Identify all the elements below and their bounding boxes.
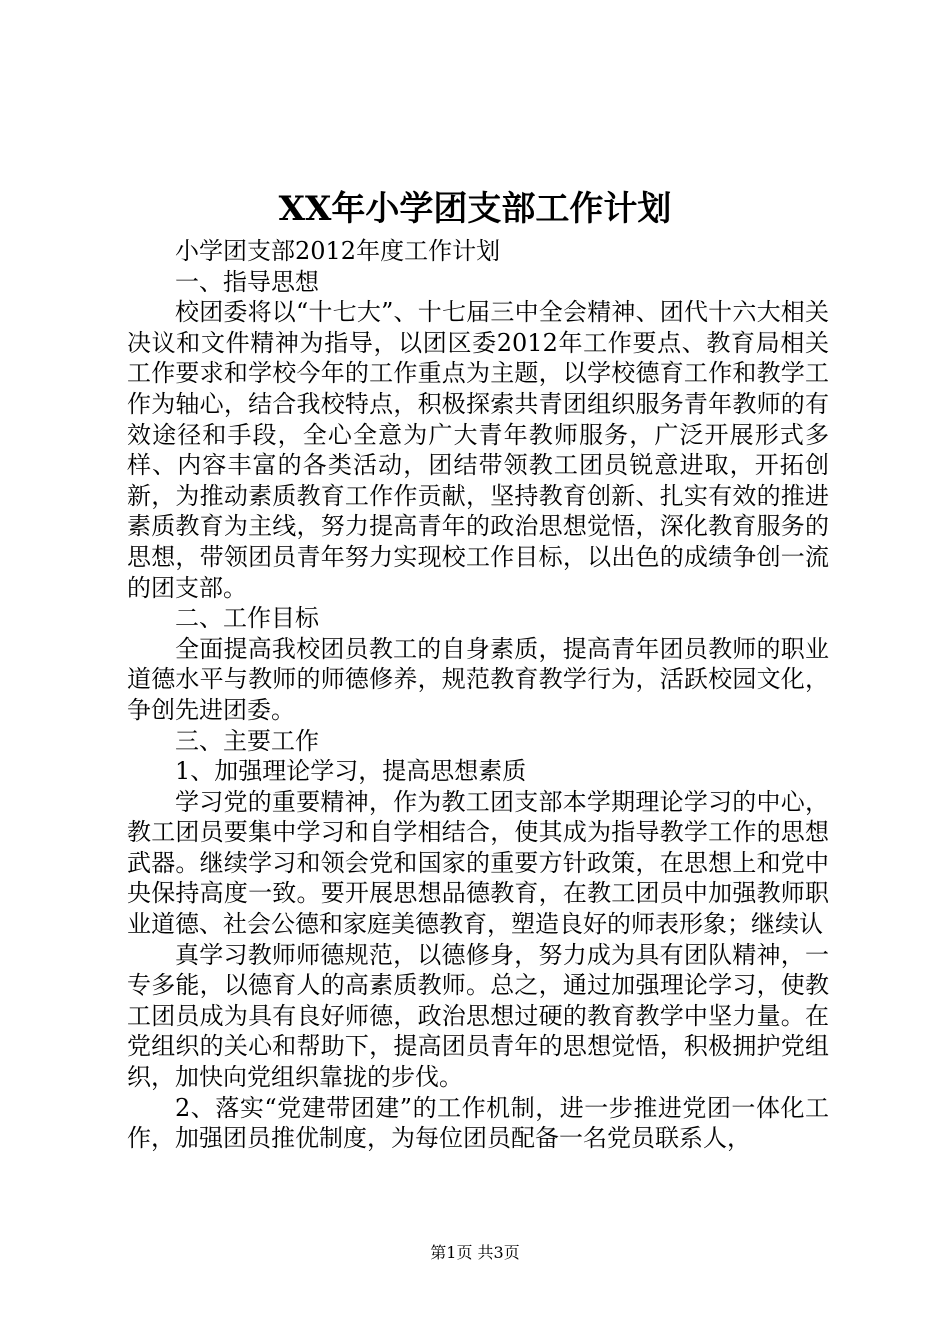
section-heading-main-work: 三、主要工作 [175,726,319,755]
section-heading-guiding-ideology: 一、指导思想 [175,267,319,296]
body-paragraph: 2、落实“党建带团建”的工作机制，进一步推进党团一体化工作，加强团员推优制度，为每位团员配备一名党员联系人， [127,1093,829,1153]
body-paragraph: 全面提高我校团员教工的自身素质，提高青年团员教师的职业道德水平与教师的师德修养，规范教育教学行为，活跃校园文化，争创先进团委。 [127,634,829,724]
section-heading-work-goals: 二、工作目标 [175,604,319,633]
subsection-heading-theory-study: 1、加强理论学习，提高思想素质 [175,757,527,786]
body-paragraph: 真学习教师师德规范，以德修身，努力成为具有团队精神，一专多能，以德育人的高素质教师。总之，通过加强理论学习，使教工团员成为具有良好师德，政治思想过硬的教育教学中坚力量。在党组织的关心和帮助下，提高团员青年的思想觉悟，积极拥护党组织，加快向党组织靠拢的步伐。 [127,940,829,1092]
subtitle-paragraph: 小学团支部2012年度工作计划 [175,237,501,265]
document-body [127,236,829,1154]
body-paragraph: 学习党的重要精神，作为教工团支部本学期理论学习的中心，教工团员要集中学习和自学相结合，使其成为指导教学工作的思想武器。继续学习和领会党和国家的重要方针政策，在思想上和党中央保持高度一致。要开展思想品德教育，在教工团员中加强教师职业道德、社会公德和家庭美德教育，塑造良好的师表形象；继续认 [127,787,829,939]
document-title: XX年小学团支部工作计划 [278,189,672,229]
page-footer: 第1页 共3页 [430,1243,520,1262]
body-paragraph: 校团委将以“十七大”、十七届三中全会精神、团代十六大相关决议和文件精神为指导，以团区委2012年工作要点、教育局相关工作要求和学校今年的工作重点为主题，以学校德育工作和教学工作为轴心，结合我校特点，积极探索共青团组织服务青年教师的有效途径和手段，全心全意为广大青年教师服务，广泛开展形式多样、内容丰富的各类活动，团结带领教工团员锐意进取，开拓创新，为推动素质教育工作作贡献，坚持教育创新、扎实有效的推进素质教育为主线，努力提高青年的政治思想觉悟，深化教育服务的思想，带领团员青年努力实现校工作目标，以出色的成绩争创一流的团支部。 [127,298,829,602]
